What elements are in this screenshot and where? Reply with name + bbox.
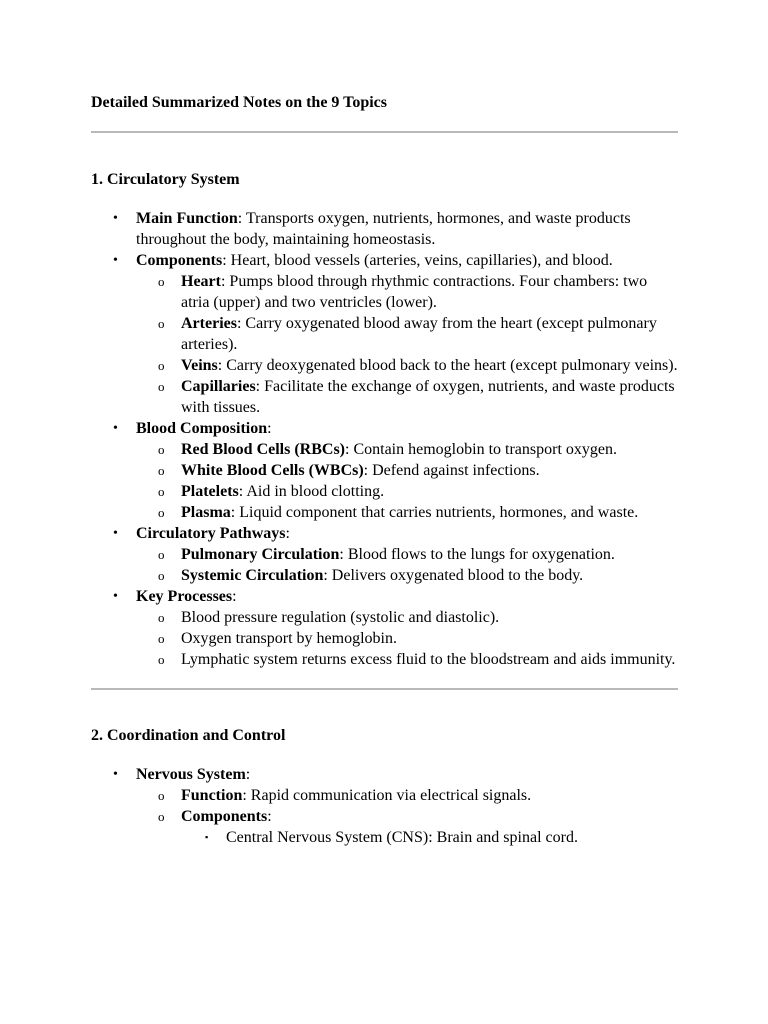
- list-item-main-function: [91, 208, 679, 250]
- list-item-nervous-components: [136, 806, 679, 848]
- term: Platelets: [181, 483, 239, 500]
- term: Components: [136, 252, 223, 269]
- description: :: [285, 525, 290, 542]
- list-item-veins: [136, 355, 679, 376]
- list-item-components: [91, 250, 679, 418]
- term: Plasma: [181, 504, 231, 521]
- circle-marker: o: [158, 610, 165, 625]
- circle-marker: o: [158, 631, 165, 646]
- list-item-cns: [181, 827, 679, 848]
- term: Pulmonary Circulation: [181, 546, 340, 563]
- bullet-marker: •: [113, 211, 118, 226]
- list-item-pulmonary-circulation: [136, 544, 679, 565]
- list-item-nervous-system: [91, 764, 679, 848]
- term: Capillaries: [181, 378, 256, 395]
- list-item-blood-pressure: [136, 607, 679, 628]
- description: : Carry deoxygenated blood back to the heart (except pulmonary veins).: [217, 357, 678, 374]
- description: : Rapid communication via electrical signals.: [242, 787, 532, 804]
- term: Veins: [181, 357, 218, 374]
- term: Blood Composition: [136, 420, 268, 437]
- list-item-circulatory-pathways: [91, 523, 679, 586]
- term: Function: [181, 787, 243, 804]
- document-content: [91, 93, 679, 848]
- circle-marker: o: [158, 463, 165, 478]
- description: : Carry oxygenated blood away from the heart (except pulmonary arteries).: [181, 315, 657, 353]
- square-marker: ▪: [205, 832, 209, 842]
- description: Central Nervous System (CNS): Brain and spinal cord.: [226, 829, 578, 846]
- key-processes-sublist: [136, 607, 679, 670]
- description: : Defend against infections.: [363, 462, 540, 479]
- description: : Facilitate the exchange of oxygen, nutrients, and waste products with tissues.: [181, 378, 675, 416]
- circle-marker: o: [158, 316, 165, 331]
- pathways-sublist: [136, 544, 679, 586]
- section-2-list: [91, 764, 679, 848]
- list-item-plasma: [136, 502, 679, 523]
- term: Main Function: [136, 210, 238, 227]
- list-item-blood-composition: [91, 418, 679, 523]
- description: :: [245, 766, 251, 783]
- description: :: [267, 420, 272, 437]
- list-item-arteries: [136, 313, 679, 355]
- description: : Liquid component that carries nutrients, hormones, and waste.: [230, 504, 639, 521]
- bullet-marker: •: [113, 421, 118, 436]
- term: Red Blood Cells (RBCs): [181, 441, 346, 458]
- description: : Aid in blood clotting.: [238, 483, 385, 500]
- bullet-marker: •: [113, 767, 118, 782]
- section-1-list: [91, 208, 679, 670]
- description: : Heart, blood vessels (arteries, veins, capillaries), and blood.: [222, 252, 613, 269]
- description: : Contain hemoglobin to transport oxygen.: [345, 441, 617, 458]
- circle-marker: o: [158, 547, 165, 562]
- list-item-function: [136, 785, 679, 806]
- description: Blood pressure regulation (systolic and diastolic).: [181, 609, 500, 626]
- description: : Transports oxygen, nutrients, hormones, and waste products throughout the body, maintaining homeostasis.: [136, 210, 631, 248]
- circle-marker: o: [158, 442, 165, 457]
- term: Nervous System: [136, 766, 246, 783]
- list-item-heart: [136, 271, 679, 313]
- list-item-oxygen-transport: [136, 628, 679, 649]
- term: Arteries: [181, 315, 237, 332]
- section-1-title: 1. Circulatory System: [91, 171, 240, 188]
- list-item-capillaries: [136, 376, 679, 418]
- circle-marker: o: [158, 788, 165, 803]
- circle-marker: o: [158, 379, 165, 394]
- term: Key Processes: [136, 588, 233, 605]
- list-item-platelets: [136, 481, 679, 502]
- description: Lymphatic system returns excess fluid to the bloodstream and aids immunity.: [181, 651, 676, 668]
- term: White Blood Cells (WBCs): [181, 462, 364, 479]
- description: :: [267, 808, 272, 825]
- description: : Blood flows to the lungs for oxygenation.: [339, 546, 615, 563]
- list-item-lymphatic-system: [136, 649, 679, 670]
- circle-marker: o: [158, 484, 165, 499]
- circle-marker: o: [158, 652, 165, 667]
- term: Heart: [181, 273, 221, 290]
- bullet-marker: •: [113, 526, 118, 541]
- list-item-key-processes: [91, 586, 679, 670]
- components-sublist: [136, 271, 679, 418]
- circle-marker: o: [158, 568, 165, 583]
- term: Systemic Circulation: [181, 567, 324, 584]
- bullet-marker: •: [113, 589, 118, 604]
- list-item-systemic-circulation: [136, 565, 679, 586]
- list-item-wbcs: [136, 460, 679, 481]
- circle-marker: o: [158, 505, 165, 520]
- description: :: [232, 588, 237, 605]
- term: Components: [181, 808, 268, 825]
- nervous-system-sublist: [136, 785, 679, 848]
- bullet-marker: •: [113, 253, 118, 268]
- nervous-components-sublist: [181, 827, 679, 848]
- circle-marker: o: [158, 274, 165, 289]
- circle-marker: o: [158, 358, 165, 373]
- description: : Delivers oxygenated blood to the body.: [323, 567, 584, 584]
- description: Oxygen transport by hemoglobin.: [181, 630, 397, 647]
- blood-composition-sublist: [136, 439, 679, 523]
- circle-marker: o: [158, 809, 165, 824]
- description: : Pumps blood through rhythmic contractions. Four chambers: two atria (upper) and two ventricles (lower).: [181, 273, 648, 311]
- list-item-rbcs: [136, 439, 679, 460]
- term: Circulatory Pathways: [136, 525, 286, 542]
- document-title: Detailed Summarized Notes on the 9 Topics: [91, 94, 387, 111]
- section-2-title: 2. Coordination and Control: [91, 727, 286, 744]
